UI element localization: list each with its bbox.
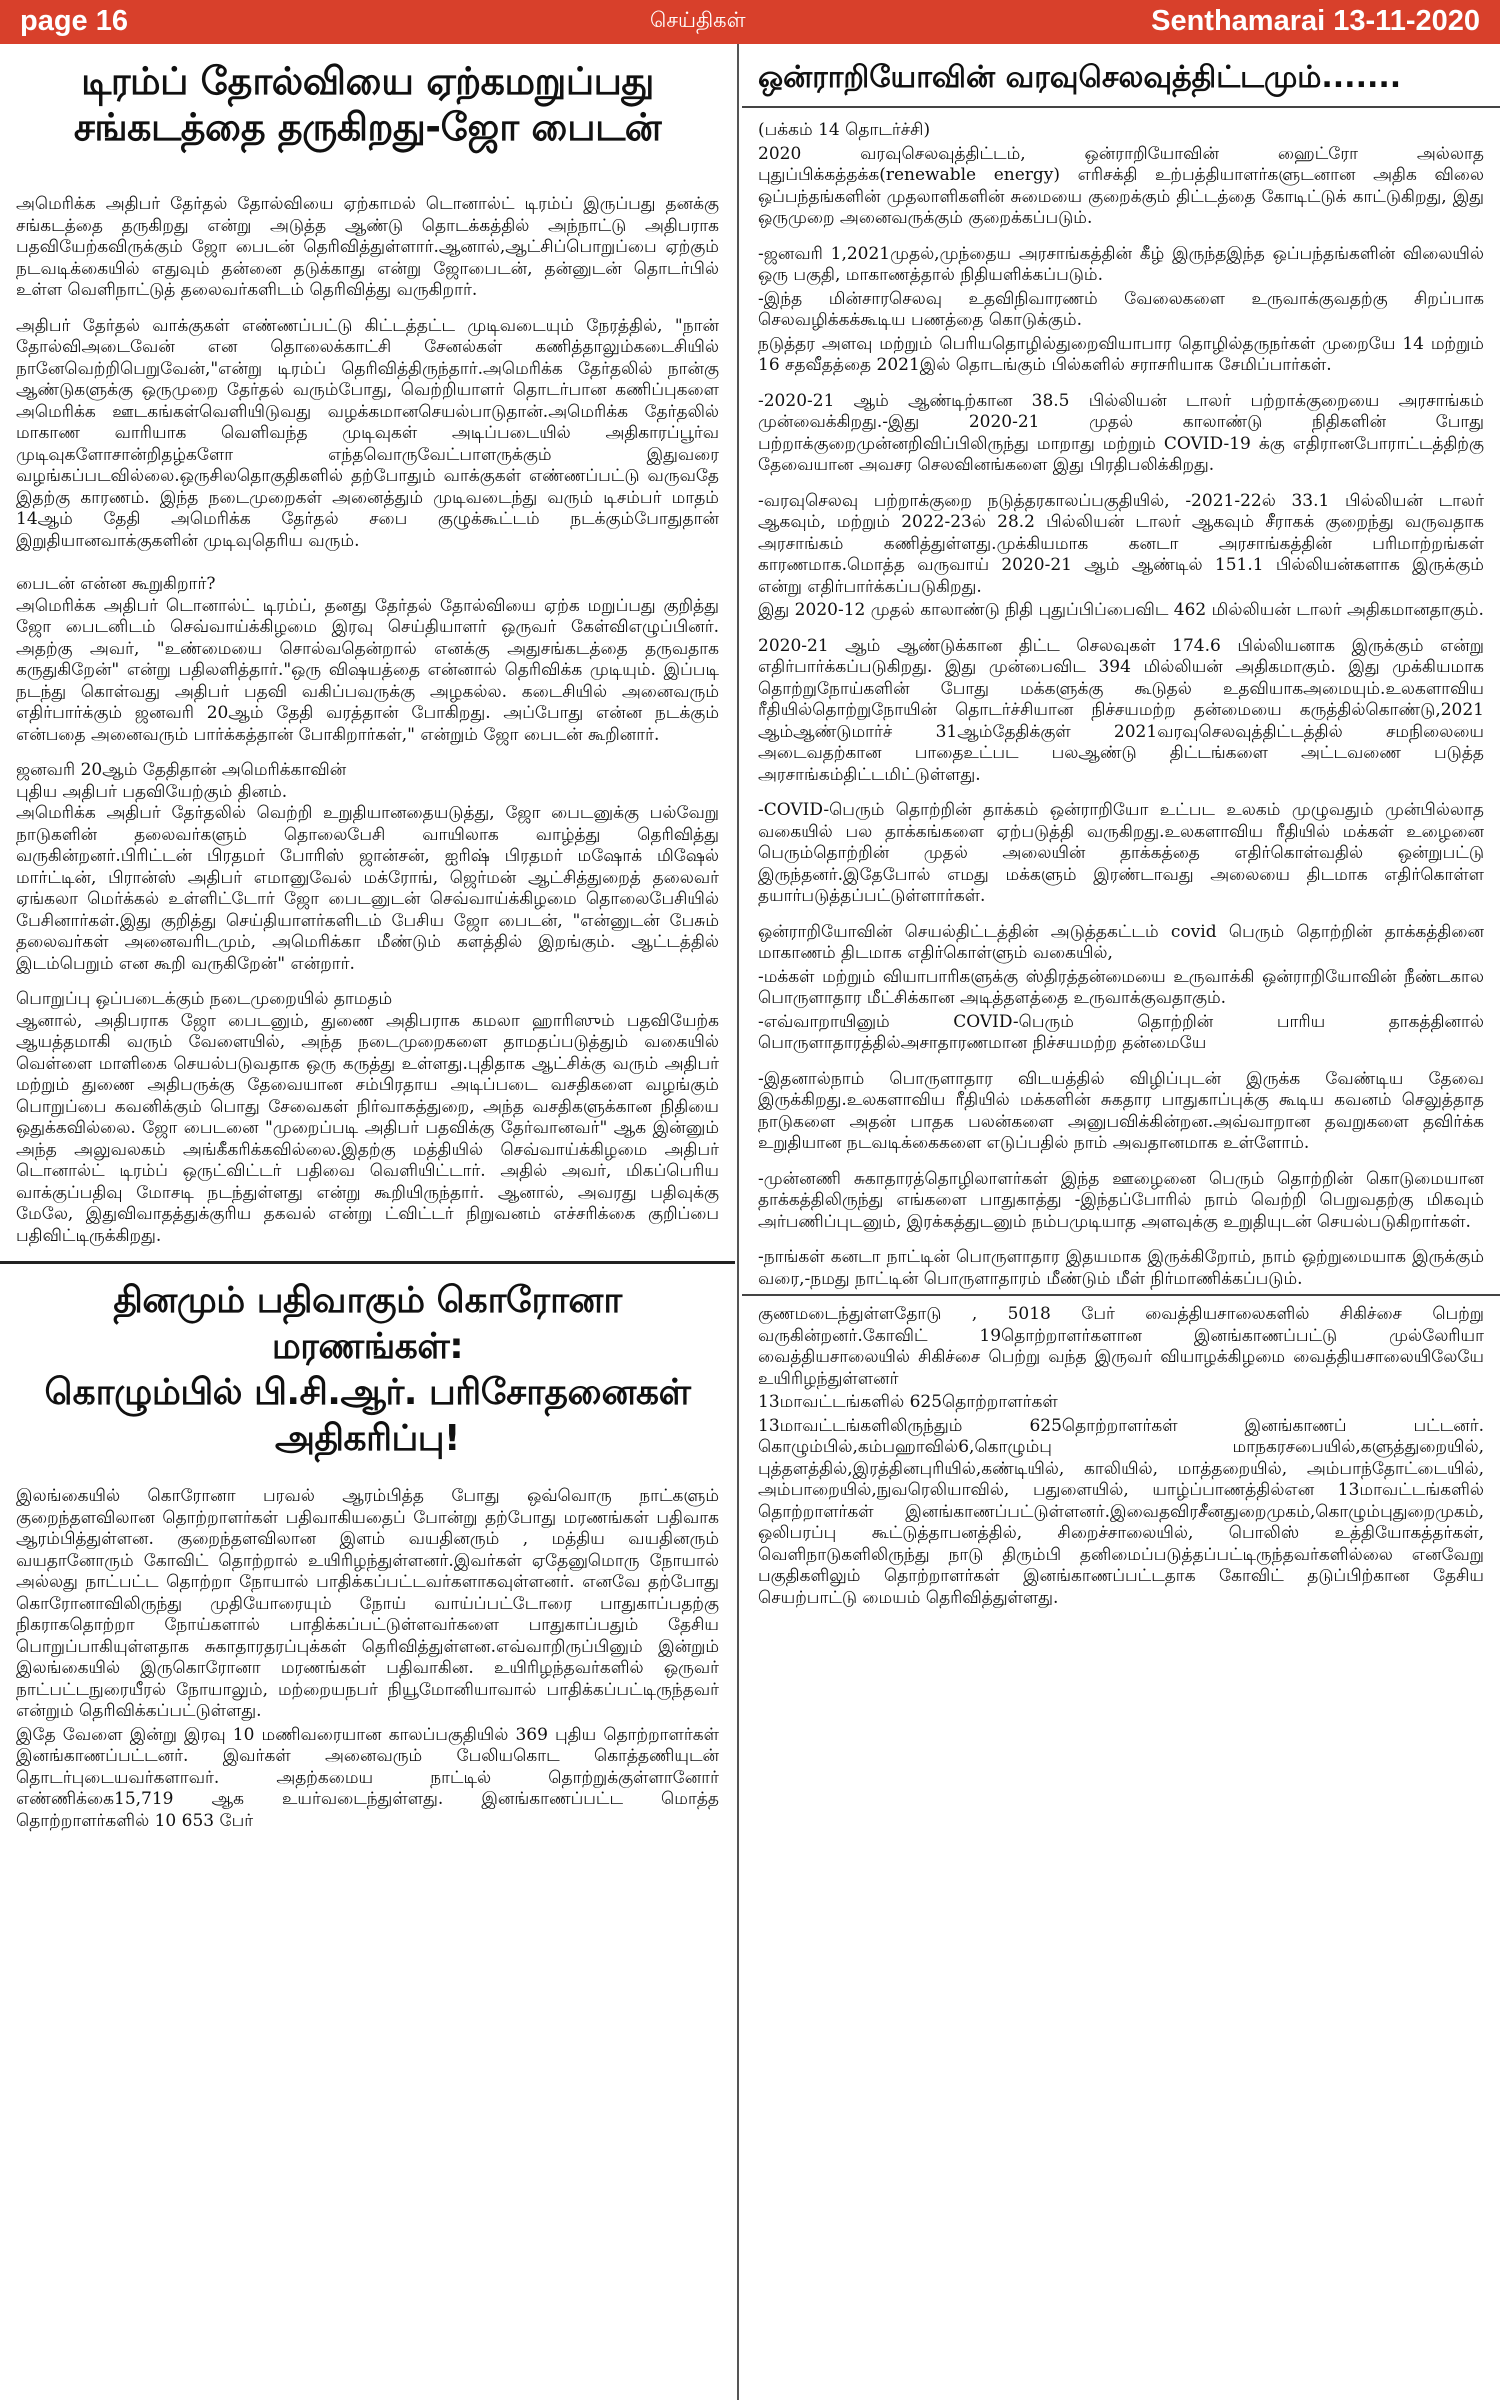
story-divider: [742, 1294, 1500, 1296]
subheading: ஜனவரி 20ஆம் தேதிதான் அமெரிக்காவின்: [16, 760, 347, 780]
spacer: [16, 150, 719, 194]
article-paragraph: -ஜனவரி 1,2021முதல்,முந்தைய அரசாங்கத்தின் கீழ் இருந்தஇந்த ஒப்பந்தங்களின் விலையில் ஒரு பகுதி, மாகாணத்தால் நிதியளிக்கப்படும்.: [758, 243, 1484, 285]
story-biden: [0, 58, 735, 1247]
article-paragraph: 2020 வரவுசெலவுத்திட்டம், ஒன்ராறியோவின் ஹைட்ரோ அல்லாத புதுப்பிக்கத்தக்க(renewable energy) எரிசக்தி உற்பத்தியாளர்களுடனான அதிக விலை ஒப்பந்தங்களின் முதலாளிகளின் சுமையை குறைக்கும் திட்டத்தை கோடிட்டுக் காட்டுகிறது, இது ஒருமுறை அனைவருக்கும் குறைக்கப்படும்.: [758, 143, 1484, 228]
subheading: 13மாவட்டங்களில் 625தொற்றாளர்கள்: [758, 1392, 1058, 1412]
article-paragraph: இலங்கையில் கொரோனா பரவல் ஆரம்பித்த போது ஒவ்வொரு நாட்களும் குறைந்தளவிலான தொற்றாளர்கள் பதிவாகியதைப் போன்று தற்போது மரணங்கள் பதிவாக ஆரம்பித்துள்ளன. குறைந்தளவிலான இளம் வயதினரும் , மத்திய வயதினரும் வயதானோரும் கோவிட் தொற்றால் உயிரிழந்துள்ளனர்.இவர்கள் ஏதேனுமொரு நோயால் அல்லது நாட்பட்ட தொற்றா நோயால் பாதிக்கப்பட்டவர்களாகவுள்ளனர். எனவே தற்போது கொரோனாவிலிருந்து முதியோரையும் நோய் வாய்ப்பட்டோரை பாதுகாப்பதற்கு நிகராகதொற்றா நோய்களால் பாதிக்கப்பட்டுள்ளவர்களை பாதுகாப்பதும் தேசிய பொறுப்பாகியுள்ளதாக சுகாதாரதரப்புக்கள் தெரிவித்துள்ளன.எவ்வாறிருப்பினும் இன்றும் இலங்கையில் இருகொரோனா மரணங்கள் பதிவாகின. உயிரிழந்தவர்களில் ஒருவர் நாட்பட்டநுரையீரல் நோயாலும், மற்றையநபர் நியூமோனியாவால் பாதிக்கப்பட்டிருந்தவர் என்றும் தெரிவிக்கப்பட்டுள்ளது.: [16, 1486, 719, 1721]
article-paragraph: -முன்னணி சுகாதாரத்தொழிலாளர்கள் இந்த ஊழைனை பெரும் தொற்றின் கொடுமையான தாக்கத்திலிருந்து எங்களை பாதுகாத்து -இந்தப்போரில் நாம் வெற்றி பெறுவதற்கு மிகவும் அர்பணிப்புடனும், இரக்கத்துடனும் நம்பமுடியாத அளவுக்கு உறுதியுடன் செயல்படுகிறார்கள்.: [758, 1168, 1484, 1232]
article-paragraph: -நாங்கள் கனடா நாட்டின் பொருளாதார இதயமாக இருக்கிறோம், நாம் ஒற்றுமையாக இருக்கும் வரை,-நமது நாட்டின் பொருளாதாரம் மீண்டும் மீள் நிர்மாணிக்கப்படும்.: [758, 1247, 1484, 1289]
article-paragraph: -இந்த மின்சாரசெலவு உதவிநிவாரணம் வேலைகளை உருவாக்குவதற்கு சிறப்பாக செலவழிக்கக்கூடிய பணத்தை கொடுக்கும்.: [758, 288, 1484, 330]
article-paragraph: ஒன்ராறியோவின் செயல்திட்டத்தின் அடுத்தகட்டம் covid பெரும் தொற்றின் தாக்கத்தினை மாகாணம் திடமாக எதிர்கொள்ளும் வகையில்,: [758, 921, 1484, 963]
article-paragraph: -எவ்வாறாயினும் COVID-பெரும் தொற்றின் பாரிய தாகத்தினால் பொருளாதாரத்தில்அசாதாரணமான நிச்சயமற்ற தன்மையே: [758, 1011, 1484, 1053]
headline-line: சங்கடத்தை தருகிறது-ஜோ பைடன்: [73, 105, 662, 149]
article-paragraph: அமெரிக்க அதிபர் தேர்தலில் வெற்றி உறுதியானதையடுத்து, ஜோ பைடனுக்கு பல்வேறு நாடுகளின் தலைவர்களும் தொலைபேசி வாயிலாக வாழ்த்து தெரிவித்து வருகின்றனர்.பிரிட்டன் பிரதமர் போரிஸ் ஜான்சன், ஐரிஷ் பிரதமர் மஷோக் மிஷேல் மார்ட்டின், பிரான்ஸ் அதிபர் எமானுவேல் மக்ரோங், ஜெர்மன் ஆட்சித்துறைத் தலைவர் ஏங்கலா மெர்க்கல் உள்ளிட்டோர் ஜோ பைடனுடன் செவ்வாய்க்கிழமை தொலைபேசியில் பேசினார்கள்.இது குறித்து செய்தியாளர்களிடம் பேசிய ஜோ பைடன், "என்னுடன் பேசும் தலைவர்கள் அனைவரிடமும், அமெரிக்கா மீண்டும் களத்தில் இறங்கும். ஆட்டத்தில் இடம்பெறும் என கூறி வருகிறேன்" என்றார்.: [16, 803, 719, 974]
spacer: [16, 1468, 719, 1486]
section-title: செய்திகள்: [650, 9, 746, 32]
article-paragraph: குணமடைந்துள்ளதோடு , 5018 பேர் வைத்தியசாலைகளில் சிகிச்சை பெற்று வருகின்றனர்.கோவிட் 19தொற்றாளர்களான இனங்காணப்பட்டு முல்லேரியா வைத்தியசாலையில் சிகிச்சை பெற்று வந்த இருவர் வியாழக்கிழமை வைத்தியசாலையிலேயே உயிரிழந்துள்ளனர்: [758, 1304, 1484, 1389]
story-corona-continued: [742, 1304, 1500, 1609]
page-number: page 16: [20, 5, 128, 37]
article-paragraph: அதிபர் தேர்தல் வாக்குகள் எண்ணப்பட்டு கிட்டத்தட்ட முடிவடையும் நேரத்தில், "நான் தோல்விஅடைவேன் என தொலைக்காட்சி சேனல்கள் கணித்தாலும்கடைசியில் நானேவெற்றிபெறுவேன்,"என்று டிரம்ப் தெரிவித்திருந்தார்.அமெரிக்க தேர்தலில் நான்கு ஆண்டுகளுக்கு ஒருமுறை தேர்தல் வரும்போது, வெற்றியாளர் தொடர்பான கணிப்புகளை அமெரிக்க ஊடகங்கள்வெளியிடுவது வழக்கமானசெயல்பாடுதான்.அமெரிக்க தேர்தலில் மாகாண வாரியாக வெளிவந்த முடிவுகள் அடிப்படையில் அதிகாரப்பூர்வ முடிவுகளோசான்றிதழ்களோ எந்தவொருவேட்பாளருக்கும் இதுவரை வழங்கப்படவில்லை.ஒருசிலதொகுதிகளில் தற்போதும் வாக்குகள் எண்ணப்பட்டு வருவதே இதற்கு காரணம். இந்த நடைமுறைகள் அனைத்தும் முடிவடைந்து வரும் டிசம்பர் மாதம் 14ஆம் தேதி அமெரிக்க தேர்தல் சபை குழுக்கூட்டம் நடக்கும்போதுதான் இறுதியானவாக்குகளின் முடிவுதெரிய வரும்.: [16, 315, 719, 551]
headline-line: டிரம்ப் தோல்வியை ஏற்கமறுப்பது: [81, 59, 654, 103]
article-paragraph: -மக்கள் மற்றும் வியாபாரிகளுக்கு ஸ்திரத்தன்மையை உருவாக்கி ஒன்ராறியோவின் நீண்டகால பொருளாதார மீட்சிக்கான அடித்தளத்தை உருவாக்குவதாகும்.: [758, 966, 1484, 1008]
story-corona: [0, 1272, 735, 1832]
continuation-note: (பக்கம் 14 தொடர்ச்சி): [758, 120, 931, 140]
article-paragraph: இது 2020-12 முதல் காலாண்டு நிதி புதுப்பிப்பைவிட 462 மில்லியன் டாலர் அதிகமானதாகும்.: [758, 600, 1484, 620]
article-paragraph: 2020-21 ஆம் ஆண்டுக்கான திட்ட செலவுகள் 174.6 பில்லியனாக இருக்கும் என்று எதிர்பார்க்கப்படுகிறது. இது முன்பைவிட 394 மில்லியன் அதிகமாகும். இது முக்கியமாக தொற்றுநோய்களின் போது மக்களுக்கு கூடுதல் உதவியாகஅமையும்.உலகளாவிய ரீதியில்தொற்றுநோயின் தொடர்ச்சியான நிச்சயமற்ற தன்மையை கருத்தில்கொண்டு,2021 ஆம்ஆண்டுமார்ச் 31ஆம்தேதிக்குள் 2021வரவுசெலவுத்திட்டத்தில் சமநிலையை அடைவதற்கான பாதைஉட்பட பலஆண்டு திட்டங்களை அட்டவணை படுத்த அரசாங்கம்திட்டமிட்டுள்ளது.: [758, 635, 1484, 785]
article-paragraph: -COVID-பெரும் தொற்றின் தாக்கம் ஒன்ராறியோ உட்பட உலகம் முழுவதும் முன்பில்லாத வகையில் பல தாக்கங்களை ஏற்படுத்தி வருகிறது.உலகளாவிய ரீதியில் மக்கள் உழைனை பெரும்தொற்றின் முதல் அலையின் தாக்கத்தை எதிர்கொள்வதில் ஒன்றுபட்டு இருந்தனர்.இதேபோல் எமது மக்களும் இரண்டாவது அலையை திடமாக எதிர்கொள்ள தயார்படுத்தப்பட்டுள்ளார்கள்.: [758, 800, 1484, 906]
column-divider: [737, 44, 739, 2400]
headline-line: தினமும் பதிவாகும் கொரோனா மரணங்கள்:: [113, 1280, 622, 1367]
article-paragraph: 13மாவட்டங்களிலிருந்தும் 625தொற்றாளர்கள் இனங்காணப் பட்டனர். கொழும்பில்,கம்பஹாவில்6,கொழும்பு மாநகரசபையில்,களுத்துறையில், புத்தளத்தில்,இரத்தினபுரியில்,கண்டியில், காலியில், மாத்தறையில், அம்பாந்தோட்டையில், அம்பாறையில்,நுவரெலியாவில், பதுளையில், யாழ்ப்பாணத்தில்என 13மாவட்டங்களில் தொற்றாளர்கள் இனங்காணப்பட்டுள்ளனர்.இவைதவிரசீனதுறைமுகம்,கொழும்புதுறைமுகம், ஒலிபரப்பு கூட்டுத்தாபனத்தில், சிறைச்சாலையில், பொலிஸ் உத்தியோகத்தர்கள், வெளிநாடுகளிலிருந்து நாடு திரும்பி தனிமைப்படுத்தப்பட்டிருந்தவர்களில்லை எனவேறு பகுதிகளிலும் தொற்றாளர்கள் இனங்காணப்பட்டதாக கோவிட் தடுப்பிற்கான தேசிய செயற்பாட்டு மையம் தெரிவித்துள்ளது.: [758, 1415, 1484, 1608]
right-column: [742, 44, 1500, 2400]
headline-biden: [32, 58, 703, 150]
headline-line: கொழும்பில் பி.சி.ஆர். பரிசோதனைகள் அதிகரிப்பு!: [44, 1372, 691, 1459]
spacer: [16, 566, 719, 574]
article-paragraph: -வரவுசெலவு பற்றாக்குறை நடுத்தரகாலப்பகுதியில், -2021-22ல் 33.1 பில்லியன் டாலர் ஆகவும், மற்றும் 2022-23ல் 28.2 பில்லியன் டாலர் ஆகவும் சீராகக் குறைந்து வருவதாக அரசாங்கம் கணித்துள்ளது.முக்கியமாக கனடா அரசாங்கத்தின் பரிமாற்றங்கள் காரணமாக.மொத்த வருவாய் 2020-21 ஆம் ஆண்டில் 151.1 பில்லியன்களாக இருக்கும் என்று எதிர்பார்க்கப்படுகிறது.: [758, 490, 1484, 597]
subheading: பொறுப்பு ஒப்படைக்கும் நடைமுறையில் தாமதம்: [16, 989, 393, 1009]
header-bar: [0, 0, 1500, 44]
article-paragraph: நடுத்தர அளவு மற்றும் பெரியதொழில்துறைவியாபார தொழில்தருநர்கள் முறையே 14 மற்றும் 16 சதவீதத்தை 2021இல் தொடங்கும் பில்களில் சராசரியாக சேமிப்பார்கள்.: [758, 333, 1484, 375]
masthead-date: Senthamarai 13-11-2020: [1151, 5, 1480, 37]
article-paragraph: அமெரிக்க அதிபர் தேர்தல் தோல்வியை ஏற்காமல் டொனால்ட் டிரம்ப் இருப்பது தனக்கு சங்கடத்தை தருகிறது என்று அடுத்த ஆண்டு தொடக்கத்தில் அந்நாட்டு அதிபராக பதவியேற்கவிருக்கும் ஜோ பைடன் தெரிவித்துள்ளார்.ஆனால்,ஆட்சிப்பொறுப்பை ஏற்கும் நடவடிக்கையில் எதுவும் தன்னை தடுக்காது என்று ஜோபைடன், தன்னுடன் தொடர்பில் உள்ள வெளிநாட்டுத் தலைவர்களிடம் தெரிவித்து வருகிறார்.: [16, 194, 719, 300]
article-paragraph: இதே வேளை இன்று இரவு 10 மணிவரையான காலப்பகுதியில் 369 புதிய தொற்றாளர்கள் இனங்காணப்பட்டனர். இவர்கள் அனைவரும் பேலியகொட கொத்தணியுடன் தொடர்புடையவர்களாவர். அதற்கமைய நாட்டில் தொற்றுக்குள்ளானோர் எண்ணிக்கை15,719 ஆக உயர்வடைந்துள்ளது. இனங்காணப்பட்ட மொத்த தொற்றாளர்களில் 10 653 பேர்: [16, 1724, 719, 1831]
subheading: புதிய அதிபர் பதவியேற்கும் தினம்.: [16, 781, 288, 802]
article-paragraph: -2020-21 ஆம் ஆண்டிற்கான 38.5 பில்லியன் டாலர் பற்றாக்குறையை அரசாங்கம் முன்வைக்கிறது.-இது 2020-21 முதல் காலாண்டு நிதிகளின் போது பற்றாக்குறைமுன்னறிவிப்பிலிருந்து மாறாது மற்றும் COVID-19 க்கு எதிரானபோராட்டத்திற்கு தேவையான அவசர செலவினங்களை இது பிரதிபலிக்கிறது.: [758, 390, 1484, 475]
headline-rule: [742, 106, 1500, 108]
story-ontario-budget: [742, 120, 1500, 1290]
headline-ontario-budget: ஒன்ராறியோவின் வரவுசெலவுத்திட்டமும்.......: [758, 60, 1402, 95]
subheading: பைடன் என்ன கூறுகிறார்?: [16, 574, 216, 594]
article-paragraph: ஆனால், அதிபராக ஜோ பைடனும், துணை அதிபராக கமலா ஹாரிஸும் பதவியேற்க ஆயத்தமாகி வரும் வேளையில், அந்த நடைமுறைகளை தாமதப்படுத்தும் வகையில் வெள்ளை மாளிகை செயல்படுவதாக ஒரு கருத்து உள்ளது.புதிதாக ஆட்சிக்கு வரும் அதிபர் மற்றும் துணை அதிபருக்கு தேவையான சம்பிரதாய அடிப்படை வசதிகளை வழங்கும் பொறுப்பை கவனிக்கும் பொது சேவைகள் நிர்வாகத்துறை, அந்த வசதிகளுக்கான நிதியை ஒதுக்கவில்லை. ஜோ பைடனை "முறைப்படி அதிபர் பதவிக்கு தேர்வானவர்" ஆக இன்னும் அந்த அலுவலகம் அங்கீகரிக்கவில்லை.இதற்கு மத்தியில் செவ்வாய்க்கிழமை அதிபர் டொனால்ட் டிரம்ப் ஒருட்விட்டர் பதிவை வெளியிட்டார். அதில் அவர், மிகப்பெரிய வாக்குப்பதிவு மோசடி நடந்துள்ளது என்று கூறியிருந்தார். ஆனால், அவரது பதிவுக்கு மேலே, இதுவிவாதத்துக்குரிய தகவல் என்று ட்விட்டர் நிறுவனம் எச்சரிக்கை குறிப்பை பதிவிட்டிருக்கிறது.: [16, 1010, 719, 1246]
article-paragraph: அமெரிக்க அதிபர் டொனால்ட் டிரம்ப், தனது தேர்தல் தோல்வியை ஏற்க மறுப்பது குறித்து ஜோ பைடனிடம் செவ்வாய்க்கிழமை இரவு செய்தியாளர் ஒருவர் கேள்விஎழுப்பினர். அதற்கு அவர், "உண்மையை சொல்வதென்றால் எனக்கு அதுசங்கடத்தை தருவதாக கருதுகிறேன்" என்று பதிலளித்தார்."ஒரு விஷயத்தை என்னால் தெரிவிக்க முடியும். இப்படி நடந்து கொள்வது அதிபர் பதவி வகிப்பவருக்கு அழகல்ல. கடைசியில் அனைவரும் எதிர்பார்க்கும் ஜனவரி 20ஆம் தேதி வரத்தான் போகிறது. அப்போது என்ன நடக்கும் என்பதை அனைவரும் பார்க்கத்தான் போகிறார்கள்," என்றும் ஜோ பைடன் கூறினார்.: [16, 595, 719, 745]
left-column: [0, 44, 735, 2400]
story-divider: [0, 1261, 735, 1264]
article-paragraph: -இதனால்நாம் பொருளாதார விடயத்தில் விழிப்புடன் இருக்க வேண்டிய தேவை இருக்கிறது.உலகளாவிய ரீதியில் மக்களின் சுகதார பாதுகாப்புக்கு கூடிய கவனம் செலுத்தாத நாடுகளை அதன் பாதக பலன்களை அனுபவிக்கின்றன.அவ்வாறான தவறுகளை தவிர்க்க உறுதியான நடவடிக்கைகளை எடுப்பதில் நாம் அவதானமாக உள்ளோம்.: [758, 1068, 1484, 1153]
headline-corona: [30, 1272, 705, 1468]
